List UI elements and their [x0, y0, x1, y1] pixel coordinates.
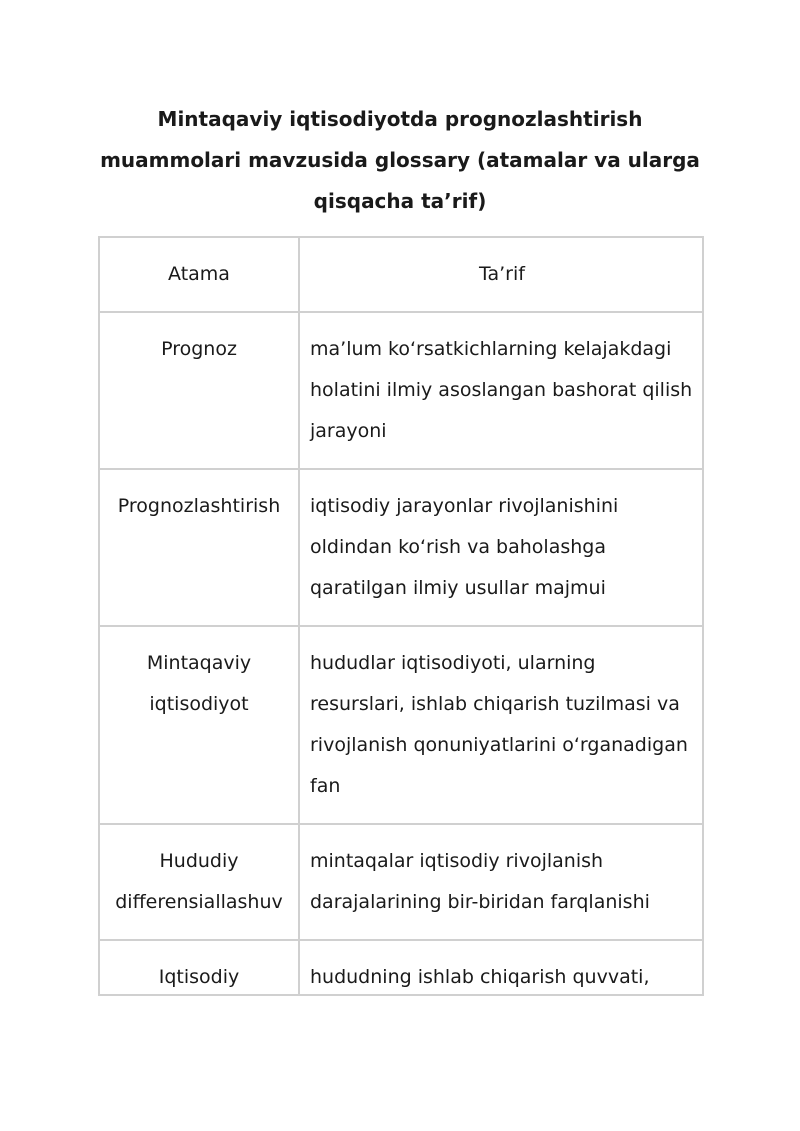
table-header-row — [100, 238, 702, 312]
term-cell: Iqtisodiy — [158, 966, 240, 988]
definition-cell: iqtisodiy jarayonlar rivojlanishini oldindan ko‘rish va baholashga qaratilgan ilmiy usullar majmui — [299, 469, 702, 626]
table-row — [100, 469, 702, 626]
column-header-definition: Ta’rif — [299, 238, 702, 312]
term-cell: Prognozlashtirish — [117, 495, 281, 517]
table-row — [100, 940, 702, 996]
definition-cell: hududning ishlab chiqarish quvvati, — [299, 940, 702, 996]
page-title: Mintaqaviy iqtisodiyotda prognozlashtirish muammolari mavzusida glossary (atamalar va ularga qisqacha ta’rif) — [100, 107, 700, 213]
table-row — [100, 626, 702, 824]
term-cell: Prognoz — [161, 338, 237, 360]
definition-cell: mintaqalar iqtisodiy rivojlanish darajalarining bir-biridan farqlanishi — [299, 824, 702, 940]
definition-cell: hududlar iqtisodiyoti, ularning resurslari, ishlab chiqarish tuzilmasi va rivojlanish qonuniyatlarini o‘rganadigan fan — [299, 626, 702, 824]
term-cell: Mintaqaviy iqtisodiyot — [146, 652, 252, 715]
term-cell: Hududiy differensiallashuv — [115, 850, 283, 913]
definition-cell: ma’lum ko‘rsatkichlarning kelajakdagi holatini ilmiy asoslangan bashorat qilish jarayoni — [299, 312, 702, 469]
table-row — [100, 824, 702, 940]
glossary-table — [98, 236, 704, 996]
table-row — [100, 312, 702, 469]
column-header-term: Atama — [168, 263, 230, 285]
